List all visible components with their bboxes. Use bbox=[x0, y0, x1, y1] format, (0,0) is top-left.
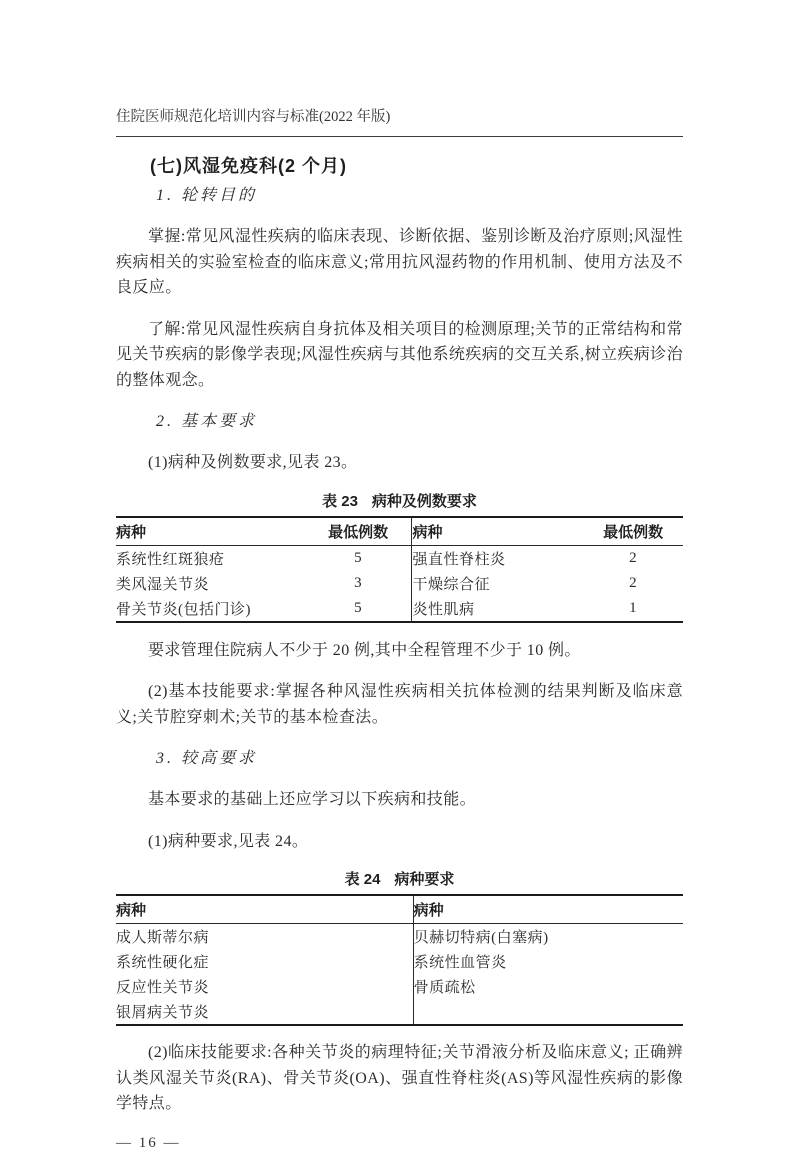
table24-body bbox=[116, 924, 683, 1026]
running-head: 住院医师规范化培训内容与标准(2022 年版) bbox=[116, 0, 683, 137]
table-cell bbox=[413, 999, 683, 1025]
table-cell: 贝赫切特病(白塞病) bbox=[413, 930, 549, 946]
table-cell: 2 bbox=[629, 549, 638, 566]
paragraph-higher: 基本要求的基础上还应学习以下疾病和技能。 bbox=[148, 791, 477, 808]
table24-caption-title: 病种要求 bbox=[394, 871, 455, 888]
table23-caption bbox=[116, 492, 683, 512]
table-cell: 系统性红斑狼疮 bbox=[116, 551, 225, 568]
table24-header bbox=[116, 895, 683, 924]
subheading-rotation-purpose: 1. 轮转目的 bbox=[156, 187, 258, 204]
table23-header-disease-right: 病种 bbox=[412, 517, 583, 546]
table-cell: 1 bbox=[629, 599, 638, 616]
table-cell: 反应性关节炎 bbox=[116, 974, 413, 999]
table-row bbox=[116, 974, 683, 999]
table-cell: 干燥综合征 bbox=[412, 576, 490, 593]
table-cell: 骨质疏松 bbox=[413, 980, 476, 996]
table23-caption-label: 表 23 bbox=[322, 492, 358, 510]
table-cell: 强直性脊柱炎 bbox=[412, 551, 506, 568]
paragraph-case-requirement-2: (1)病种要求,见表 24。 bbox=[148, 832, 309, 850]
table-row bbox=[116, 596, 683, 622]
table-row bbox=[116, 895, 683, 924]
section-title: (七)风湿免疫科(2 个月) bbox=[150, 156, 347, 176]
table23-header bbox=[116, 517, 683, 546]
table23-header-count-right: 最低例数 bbox=[583, 517, 683, 546]
table-row bbox=[116, 571, 683, 596]
table-cell: 3 bbox=[305, 571, 412, 596]
table-cell: 5 bbox=[305, 596, 412, 622]
paragraph-master: 掌握:常见风湿性疾病的临床表现、诊断依据、鉴别诊断及治疗原则;风湿性疾病相关的实验室检查的临床意义;常用抗风湿药物的作用机制、使用方法及不良反应。 bbox=[116, 228, 683, 296]
table-cell: 2 bbox=[629, 574, 638, 591]
table-cell: 银屑病关节炎 bbox=[116, 999, 413, 1025]
table24-header-disease-left: 病种 bbox=[116, 895, 413, 924]
table23-header-count-left: 最低例数 bbox=[305, 517, 412, 546]
table24-caption-label: 表 24 bbox=[344, 871, 381, 888]
table-row bbox=[116, 517, 683, 546]
paragraph-understand: 了解:常见风湿性疾病自身抗体及相关项目的检测原理;关节的正常结构和常见关节疾病的影像学表现;风湿性疾病与其他系统疾病的交互关系,树立疾病诊治的整体观念。 bbox=[116, 320, 683, 389]
paragraph-clinical-skill: (2)临床技能要求:各种关节炎的病理特征;关节滑液分析及临床意义; 正确辨认类风湿关节炎(RA)、骨关节炎(OA)、强直性脊柱炎(AS)等风湿性疾病的影像学特点。 bbox=[116, 1044, 683, 1112]
table-cell: 5 bbox=[305, 545, 412, 571]
table-cell: 类风湿关节炎 bbox=[116, 576, 210, 593]
table-cell: 系统性血管炎 bbox=[413, 955, 507, 971]
subheading-higher-requirements: 3. 较高要求 bbox=[156, 750, 258, 767]
table-row bbox=[116, 999, 683, 1025]
table23-caption-title: 病种及例数要求 bbox=[371, 492, 477, 510]
table-24 bbox=[116, 894, 683, 1026]
table-cell: 骨关节炎(包括门诊) bbox=[116, 601, 251, 618]
subheading-basic-requirements: 2. 基本要求 bbox=[156, 413, 258, 430]
page-number: — 16 — bbox=[116, 1134, 181, 1151]
table24-header-disease-right: 病种 bbox=[413, 895, 683, 924]
table-row bbox=[116, 949, 683, 974]
table-cell: 炎性肌病 bbox=[412, 601, 475, 618]
paragraph-inpatient-requirement: 要求管理住院病人不少于 20 例,其中全程管理不少于 10 例。 bbox=[148, 641, 581, 659]
paragraph-case-requirement: (1)病种及例数要求,见表 23。 bbox=[148, 454, 358, 471]
table-23 bbox=[116, 516, 683, 623]
table-cell: 成人斯蒂尔病 bbox=[116, 924, 413, 950]
table-row bbox=[116, 924, 683, 950]
table-cell: 系统性硬化症 bbox=[116, 949, 413, 974]
paragraph-skill-requirement: (2)基本技能要求:掌握各种风湿性疾病相关抗体检测的结果判断及临床意义;关节腔穿刺术;关节的基本检查法。 bbox=[116, 683, 683, 726]
table-row bbox=[116, 545, 683, 571]
table23-header-disease-left: 病种 bbox=[116, 517, 305, 546]
table24-caption bbox=[116, 870, 683, 890]
table23-body bbox=[116, 545, 683, 622]
